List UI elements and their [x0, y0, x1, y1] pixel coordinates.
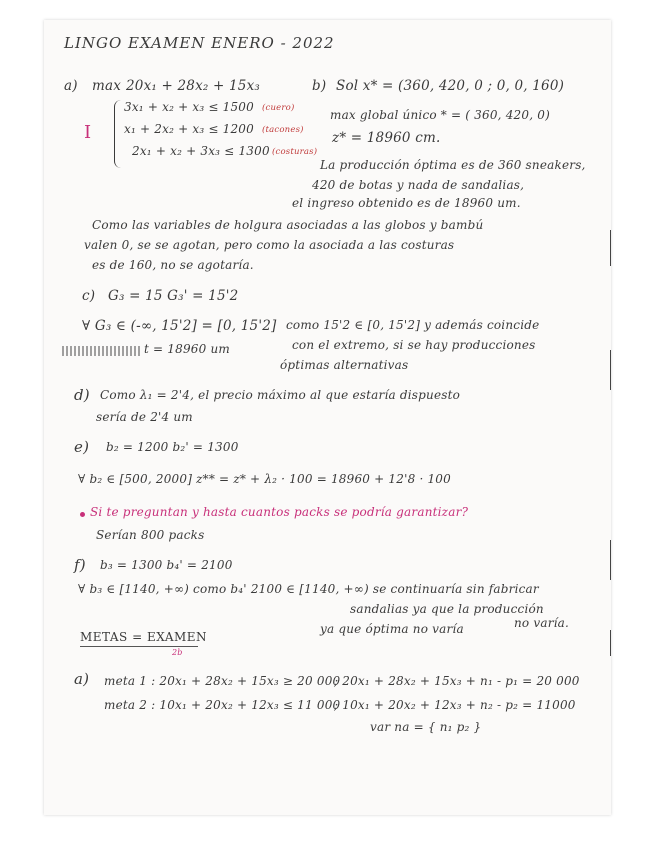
- part-a-label: a): [64, 78, 78, 94]
- slack-paragraph-line-3: es de 160, no se agotaría.: [92, 258, 254, 272]
- part-c-t: t = 18960 um: [144, 342, 231, 356]
- part-f-formula: ∀ b₃ ∈ [1140, +∞) como b₄' 2100 ∈ [1140, +∞) se continuaría sin fabricar: [78, 582, 539, 596]
- pink-question: Si te preguntan y hasta cuantos packs se podría garantizar?: [90, 505, 469, 519]
- meta-variables: var na = { n₁ p₂ }: [370, 720, 482, 734]
- part-g-label: a): [74, 670, 90, 688]
- pink-bullet: [80, 512, 85, 517]
- part-b-label: b): [312, 78, 327, 94]
- part-f-line-3: ya que óptima no varía: [320, 622, 464, 636]
- part-a-objective: 20x₁ + 28x₂ + 15x₃: [126, 78, 260, 94]
- part-e-formula: ∀ b₂ ∈ [500, 2000] z** = z* + λ₂ · 100 = 18960 + 12'8 · 100: [78, 472, 451, 486]
- constraint-3-note: (costuras): [272, 147, 318, 157]
- page-edge-mark-1: [610, 230, 611, 266]
- part-b-max-global: max global único * = ( 360, 420, 0): [330, 108, 550, 122]
- part-e-line: b₂ = 1200 b₂' = 1300: [106, 440, 239, 454]
- page-edge-mark-4: [610, 630, 611, 656]
- part-c-interval-text-2: con el extremo, si se hay producciones: [292, 338, 536, 352]
- part-f-extra: no varía.: [514, 616, 570, 630]
- part-d-line-2: sería de 2'4 um: [96, 410, 193, 424]
- part-c-interval: ∀ G₃ ∈ (-∞, 15'2] = [0, 15'2]: [82, 318, 277, 334]
- notebook-page: [44, 20, 611, 815]
- meta-2: meta 2 : 10x₁ + 20x₂ + 12x₃ ≤ 11 000: [104, 698, 341, 712]
- metas-title: METAS = EXAMEN: [80, 630, 208, 644]
- meta-1-equation: ; 20x₁ + 28x₂ + 15x₃ + n₁ - p₁ = 20 000: [334, 674, 580, 688]
- metas-underline: [80, 646, 198, 647]
- slack-paragraph-line-1: Como las variables de holgura asociadas a las globos y bambú: [92, 218, 484, 232]
- part-f-line-2: sandalias ya que la producción: [350, 602, 544, 616]
- part-a-max: max: [92, 78, 122, 94]
- part-b-z: z* = 18960 cm.: [332, 130, 441, 146]
- meta-1: meta 1 : 20x₁ + 28x₂ + 15x₃ ≥ 20 000: [104, 674, 341, 688]
- constraint-2-note: (tacones): [262, 125, 304, 135]
- part-d-label: d): [74, 386, 90, 404]
- page-edge-mark-3: [610, 540, 611, 580]
- pink-answer: Serían 800 packs: [96, 528, 205, 542]
- constraint-3: 2x₁ + x₂ + 3x₃ ≤ 1300: [132, 144, 270, 158]
- page-title: LINGO EXAMEN ENERO - 2022: [64, 34, 335, 52]
- constraints-brace: [114, 100, 121, 168]
- part-b-solution: Sol x* = (360, 420, 0 ; 0, 0, 160): [336, 78, 565, 94]
- scribble-mark: [62, 346, 140, 356]
- constraint-1-note: (cuero): [262, 103, 295, 113]
- metas-subtitle: 2b: [172, 648, 183, 657]
- part-b-line-1: La producción óptima es de 360 sneakers,: [320, 158, 586, 172]
- constraint-1: 3x₁ + x₂ + x₃ ≤ 1500: [124, 100, 254, 114]
- part-c-line: G₃ = 15 G₃' = 15'2: [108, 288, 239, 304]
- page-edge-mark-2: [610, 350, 611, 390]
- slack-paragraph-line-2: valen 0, se se agotan, pero como la asociada a las costuras: [84, 238, 455, 252]
- part-b-line-2: 420 de botas y nada de sandalias,: [312, 178, 525, 192]
- part-c-label: c): [82, 288, 96, 304]
- part-d-line-1: Como λ₁ = 2'4, el precio máximo al que estaría dispuesto: [100, 388, 461, 402]
- roman-numeral-one: I: [84, 122, 92, 143]
- part-c-interval-text-3: óptimas alternativas: [280, 358, 409, 372]
- meta-2-equation: ; 10x₁ + 20x₂ + 12x₃ + n₂ - p₂ = 11000: [334, 698, 576, 712]
- part-e-label: e): [74, 438, 90, 456]
- part-f-line: b₃ = 1300 b₄' = 2100: [100, 558, 233, 572]
- constraint-2: x₁ + 2x₂ + x₃ ≤ 1200: [124, 122, 254, 136]
- part-c-interval-text-1: como 15'2 ∈ [0, 15'2] y además coincide: [286, 318, 540, 332]
- part-b-line-3: el ingreso obtenido es de 18960 um.: [292, 196, 521, 210]
- part-f-label: f): [74, 556, 86, 574]
